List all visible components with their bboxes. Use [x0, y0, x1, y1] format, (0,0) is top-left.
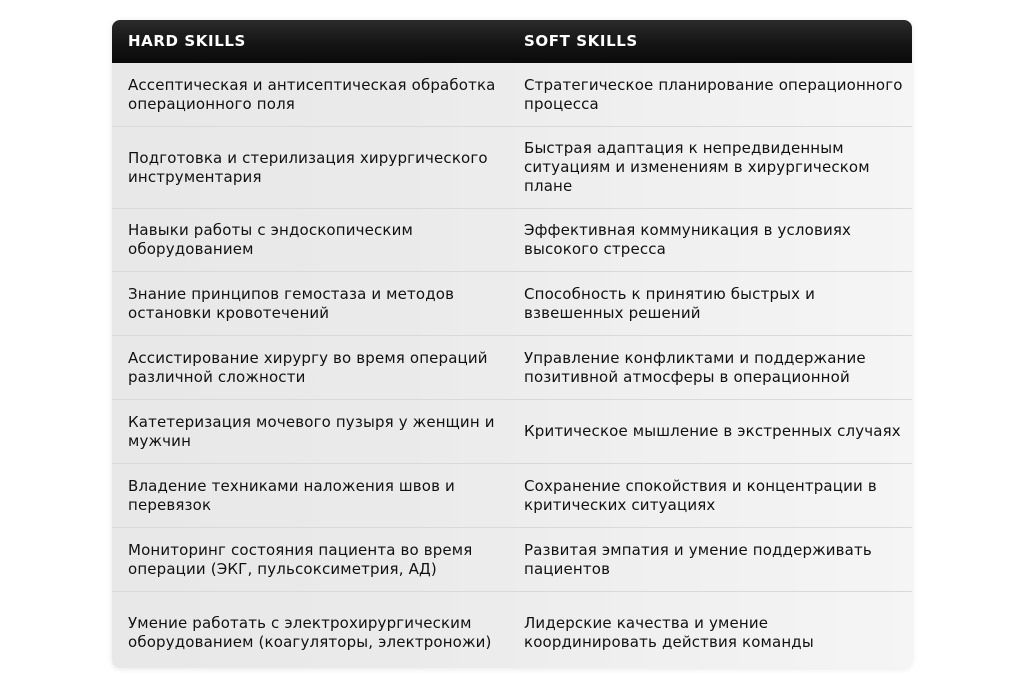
table-body [112, 63, 912, 668]
soft-skill-cell: Эффективная коммуникация в условиях высокого стресса [524, 221, 852, 258]
table-row [112, 400, 912, 464]
hard-skill-cell: Подготовка и стерилизация хирургического инструментария [128, 148, 488, 186]
soft-skill-cell: Способность к принятию быстрых и взвешенных решений [524, 284, 815, 322]
table-row [112, 592, 912, 668]
hard-skill-cell: Владение техниками наложения швов и перевязок [128, 476, 455, 514]
soft-skill-cell: Управление конфликтами и поддержание позитивной атмосферы в операционной [524, 348, 866, 386]
hard-skill-cell: Навыки работы с эндоскопическим оборудованием [128, 221, 413, 258]
table-row [112, 272, 912, 336]
table-row [112, 464, 912, 528]
skills-table [112, 20, 912, 668]
table-header [112, 20, 912, 63]
header-soft-skills: SOFT SKILLS [524, 32, 638, 50]
table-row [112, 528, 912, 592]
soft-skill-cell: Стратегическое планирование операционного процесса [524, 75, 903, 113]
hard-skill-cell: Ассептическая и антисептическая обработка операционного поля [128, 75, 496, 113]
soft-skill-cell: Лидерские качества и умение координировать действия команды [524, 614, 814, 651]
hard-skill-cell: Знание принципов гемостаза и методов остановки кровотечений [128, 284, 455, 322]
soft-skill-cell: Критическое мышление в экстренных случаях [524, 422, 901, 440]
hard-skill-cell: Катетеризация мочевого пузыря у женщин и мужчин [128, 412, 495, 450]
soft-skill-cell: Быстрая адаптация к непредвиденным ситуациям и изменениям в хирургическом плане [524, 139, 870, 195]
table-row [112, 336, 912, 400]
table-row [112, 63, 912, 127]
hard-skill-cell: Ассистирование хирургу во время операций различной сложности [128, 348, 488, 386]
header-hard-skills: HARD SKILLS [128, 32, 246, 50]
soft-skill-cell: Развитая эмпатия и умение поддерживать пациентов [524, 540, 872, 578]
hard-skill-cell: Умение работать с электрохирургическим оборудованием (коагуляторы, электроножи) [128, 614, 492, 651]
soft-skill-cell: Сохранение спокойствия и концентрации в критических ситуациях [524, 476, 877, 514]
hard-skill-cell: Мониторинг состояния пациента во время операции (ЭКГ, пульсоксиметрия, АД) [128, 540, 473, 578]
table-row [112, 209, 912, 272]
table-row [112, 127, 912, 209]
